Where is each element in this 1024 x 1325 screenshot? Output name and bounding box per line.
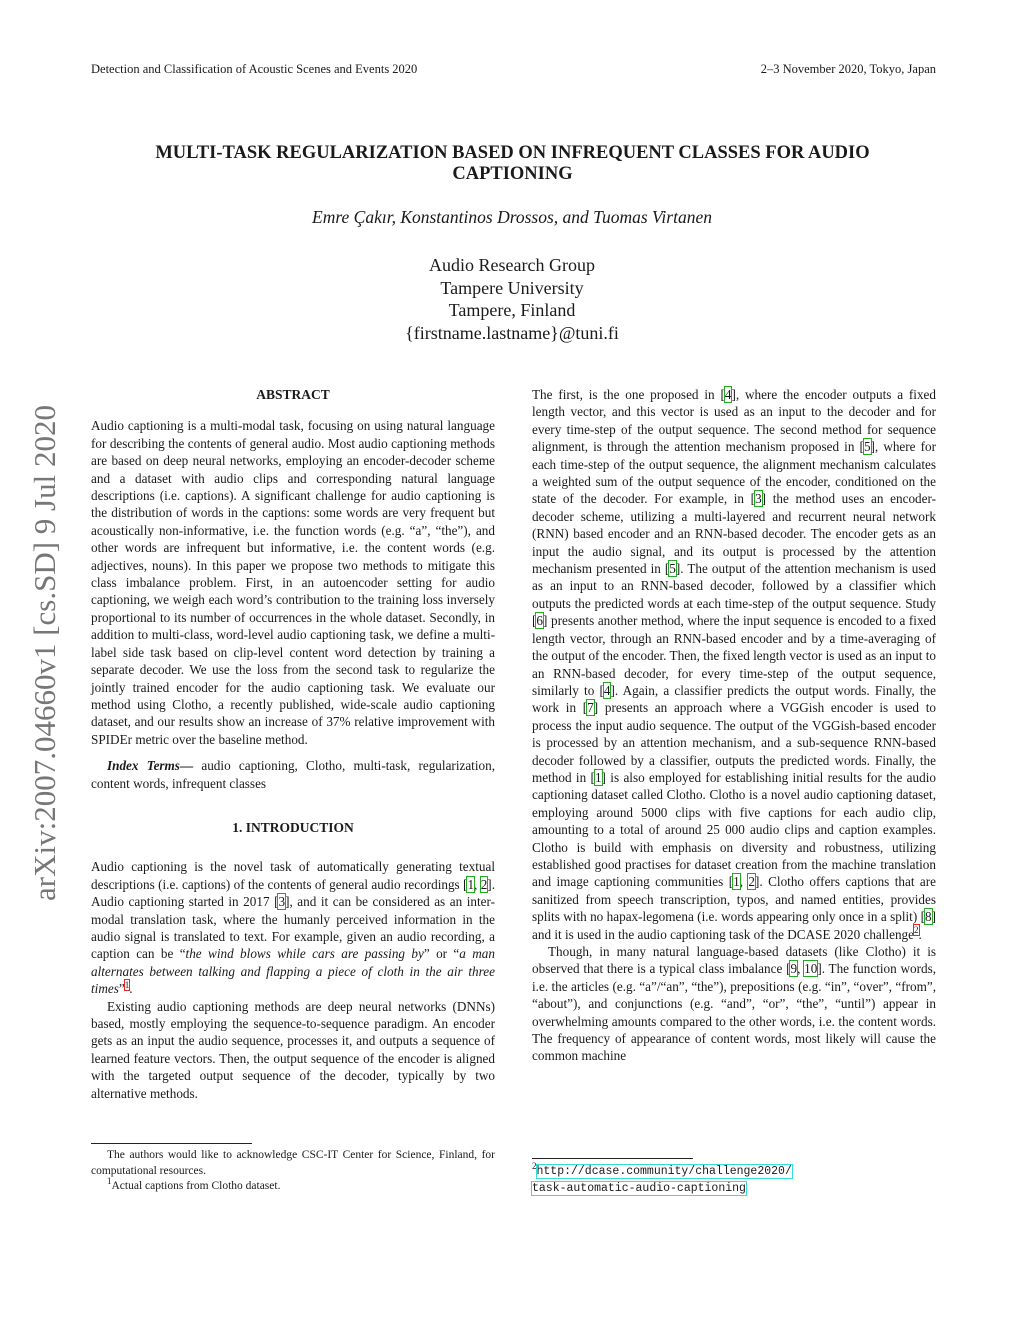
footnote-link[interactable]: 1	[124, 979, 130, 990]
body-text: .	[918, 926, 922, 942]
caption-example-1: the wind blows while cars are passing by	[185, 946, 424, 962]
intro-paragraph-4	[532, 943, 936, 1065]
abstract-text: Audio captioning is a multi-modal task, focusing on using natural language for describing the contents of general audio. Most audio captioning methods are based on deep neural networks, employing an encoder-decoder scheme and a dataset with audio clips and corresponding natural language descriptions (i.e. captions). A significant challenge for audio captioning is the distribution of words in the captions: some words are very frequent but acoustically non-informative, i.e. the function words (e.g. “a”, “the”), and other words are infrequent but informative, i.e. the content words (e.g. adjectives, nouns). In this paper we propose two methods to mitigate this class imbalance problem. First, in an autoencoder setting for audio captioning, we weigh each word’s contribution to the training loss inversely proportional to its number of occurrences in the whole dataset. Secondly, in addition to multi-class, word-level audio captioning task, we define a multi-label side task based on clip-level content word detection by training a separate decoder. We use the loss from the second task to regularize the jointly trained encoder for the audio captioning task. We evaluate our method using Clotho, a recently published, wide-scale audio captioning dataset, and our results show an increase of 37% relative improvement with SPIDEr metric over the baseline method.	[91, 418, 495, 747]
running-header-right: 2–3 November 2020, Tokyo, Japan	[760, 62, 936, 76]
body-text: ,	[739, 874, 749, 890]
citation-link[interactable]: 8	[925, 909, 932, 925]
body-text: ] presents another method, where the input sequence is encoded to a fixed length vector, through an RNN-based encoder and by a time-averaging of the output of the encoder. Then, the fixed length vector is used as an input to an RNN-based decoder, for every time-step of the output sequence, similarly to [	[532, 613, 936, 698]
citation-link[interactable]: 5	[669, 561, 676, 577]
citation-link[interactable]: 4	[603, 682, 611, 698]
author-list: Emre Çakır, Konstantinos Drossos, and Tuomas Virtanen	[312, 207, 712, 227]
body-text: ] and it is used in the audio captioning task of the DCASE 2020 challenge	[532, 909, 936, 942]
affiliation-email: {firstname.lastname}@tuni.fi	[405, 322, 619, 343]
left-column	[91, 386, 495, 1102]
citation-link[interactable]: 1	[594, 769, 602, 785]
running-header-left: Detection and Classification of Acoustic Scenes and Events 2020	[91, 62, 418, 76]
footnote-divider	[91, 1143, 252, 1144]
index-terms	[91, 757, 495, 792]
body-text: Though, in many natural language-based datasets (like Clotho) it is observed that there is a typical class imbalance [	[532, 944, 936, 977]
body-text: ] the method uses an encoder-decoder scheme, utilizing a multi-layered and recurrent neural network (RNN) based encoder and an RNN-based decoder. The encoder gets as an input the audio signal, and its output is processed by the attention mechanism presented in [	[532, 491, 937, 577]
footnote-2	[532, 1163, 936, 1197]
footnote-link[interactable]: 2	[914, 925, 919, 936]
footnote-mark: 2	[532, 1161, 537, 1172]
body-text: ], where for each time-step of the output sequence, the alignment mechanism calculates a weighted sum of the output sequence of the encoder, conditioned on the state of the decoder. For example, in [	[532, 439, 937, 507]
citation-link[interactable]: 6	[536, 613, 543, 629]
intro-text: ], and it can be considered as an inter-modal translation task, where the humanly perceived information in the audio signal is translated to text. For example, given an audio recording, a caption can be “	[91, 894, 495, 962]
intro-paragraph-2: Existing audio captioning methods are deep neural networks (DNNs) based, mostly employing the sequence-to-sequence paradigm. An encoder gets as an input the audio sequence, processes it, and outputs a sequence of learned feature vectors. Then, the output sequence of the encoder is aligned with the targeted output sequence of the decoder, typically by two alternative methods.	[91, 998, 495, 1101]
body-text: ], where the encoder outputs a fixed length vector, and this vector is used as an input to the decoder and for every time-step of the output sequence. The second method for sequence alignment, is through the attention mechanism proposed in [	[532, 387, 936, 455]
abstract-heading: ABSTRACT	[256, 387, 330, 402]
citation-link[interactable]: 10	[804, 961, 818, 977]
body-text: ] presents an approach where a VGGish encoder is used to process the input audio sequence. The output of the VGGish-based encoder is processed by an attention mechanism, and a sub-sequence RNN-based decoder followed by a classifier, outputs the predicted words. Finally, the method in [	[532, 700, 936, 785]
paper-title: MULTI-TASK REGULARIZATION BASED ON INFREQUENT CLASSES FOR AUDIO CAPTIONING	[155, 143, 870, 184]
citation-link[interactable]: 2	[748, 874, 756, 890]
footnote-text: Actual captions from Clotho dataset.	[111, 1180, 281, 1192]
intro-paragraph-3	[532, 386, 936, 943]
introduction-heading: 1. INTRODUCTION	[232, 819, 354, 835]
intro-text: ”	[118, 981, 125, 997]
citation-link[interactable]: 1	[467, 876, 475, 892]
affiliation-location: Tampere, Finland	[448, 300, 576, 320]
arxiv-identifier: arXiv:2007.04660v1 [cs.SD] 9 Jul 2020	[27, 405, 62, 901]
citation-link[interactable]: 2	[480, 876, 488, 892]
index-terms-text: audio captioning, Clotho, multi-task, regularization, content words, infrequent classes	[91, 758, 495, 791]
intro-text: ” or “	[423, 946, 460, 962]
footnote-url-link[interactable]: http://dcase.community/challenge2020/	[536, 1165, 792, 1178]
body-text: ,	[797, 961, 805, 977]
right-column	[532, 386, 936, 1065]
footnotes-left	[91, 1148, 495, 1195]
intro-text: ,	[474, 876, 481, 892]
body-text: ]. The output of the attention mechanism is used as an input to an RNN-based decoder, followed by a classifier which outputs the predicted words at each time-step of the output sequence. Study [	[532, 561, 936, 629]
intro-text: Audio captioning is the novel task of automatically generating textual descriptions (i.e. captions) of the contents of general audio recordings [	[91, 859, 495, 892]
affiliation-university: Tampere University	[440, 277, 584, 298]
footnote-1	[91, 1176, 495, 1195]
citation-link[interactable]: 9	[790, 961, 798, 977]
index-terms-label: Index Terms—	[107, 758, 194, 774]
body-text: ]. Again, a classifier predicts the output words. Finally, the work in [	[532, 682, 936, 716]
citation-link[interactable]: 7	[587, 700, 594, 716]
intro-text: ]. Audio captioning started in 2017 [	[91, 876, 495, 910]
body-text: ] is also employed for establishing initial results for the audio captioning dataset called Clotho. Clotho is a novel audio captioning dataset, employing around 5000 clips with five captions for each audio clip, amounting to a total of around 25 000 audio clips and caption examples. Clotho is build with emphasis on diversity and robustness, utilizing established good practises for dataset creation from the machine translation and image captioning communities [	[532, 769, 936, 890]
citation-link[interactable]: 1	[733, 874, 740, 890]
affiliation-group: Audio Research Group	[429, 255, 595, 275]
acknowledgement-note: The authors would like to acknowledge CSC-IT Center for Science, Finland, for computational resources.	[91, 1149, 495, 1177]
footnote-mark: 1	[107, 1176, 112, 1187]
intro-paragraph-1	[91, 858, 495, 997]
citation-link[interactable]: 3	[755, 491, 762, 507]
body-text: ]. The function words, i.e. the articles (e.g. “a”/“an”, “the”), prepositions (e.g. “in”, “over”, “from”, “about”), and conjunctions (e.g. “and”, “or”, “the”, “until”) appear in overwhelming amounts compared to the other words, i.e. the content words. The frequency of appearance of content words, most likely will cause the common machine	[532, 961, 936, 1064]
citation-link[interactable]: 4	[724, 387, 732, 402]
citation-link[interactable]: 5	[863, 439, 871, 455]
body-text: ]. Clotho offers captions that are sanitized from speech transcription, typos, and named entities, provides splits with no hapax-legomena (i.e. words appearing only once in a split) [	[532, 874, 937, 925]
affiliation-block	[0, 254, 1024, 344]
citation-link[interactable]: 3	[278, 894, 286, 910]
footnote-divider	[532, 1158, 693, 1159]
body-text: The first, is the one proposed in [	[532, 387, 725, 402]
footnote-url-link-continued[interactable]: task-automatic-audio-captioning	[532, 1182, 746, 1195]
caption-example-2: a man alternates between talking and flapping a piece of cloth in the air three times	[91, 946, 495, 997]
intro-text: .	[129, 981, 133, 997]
